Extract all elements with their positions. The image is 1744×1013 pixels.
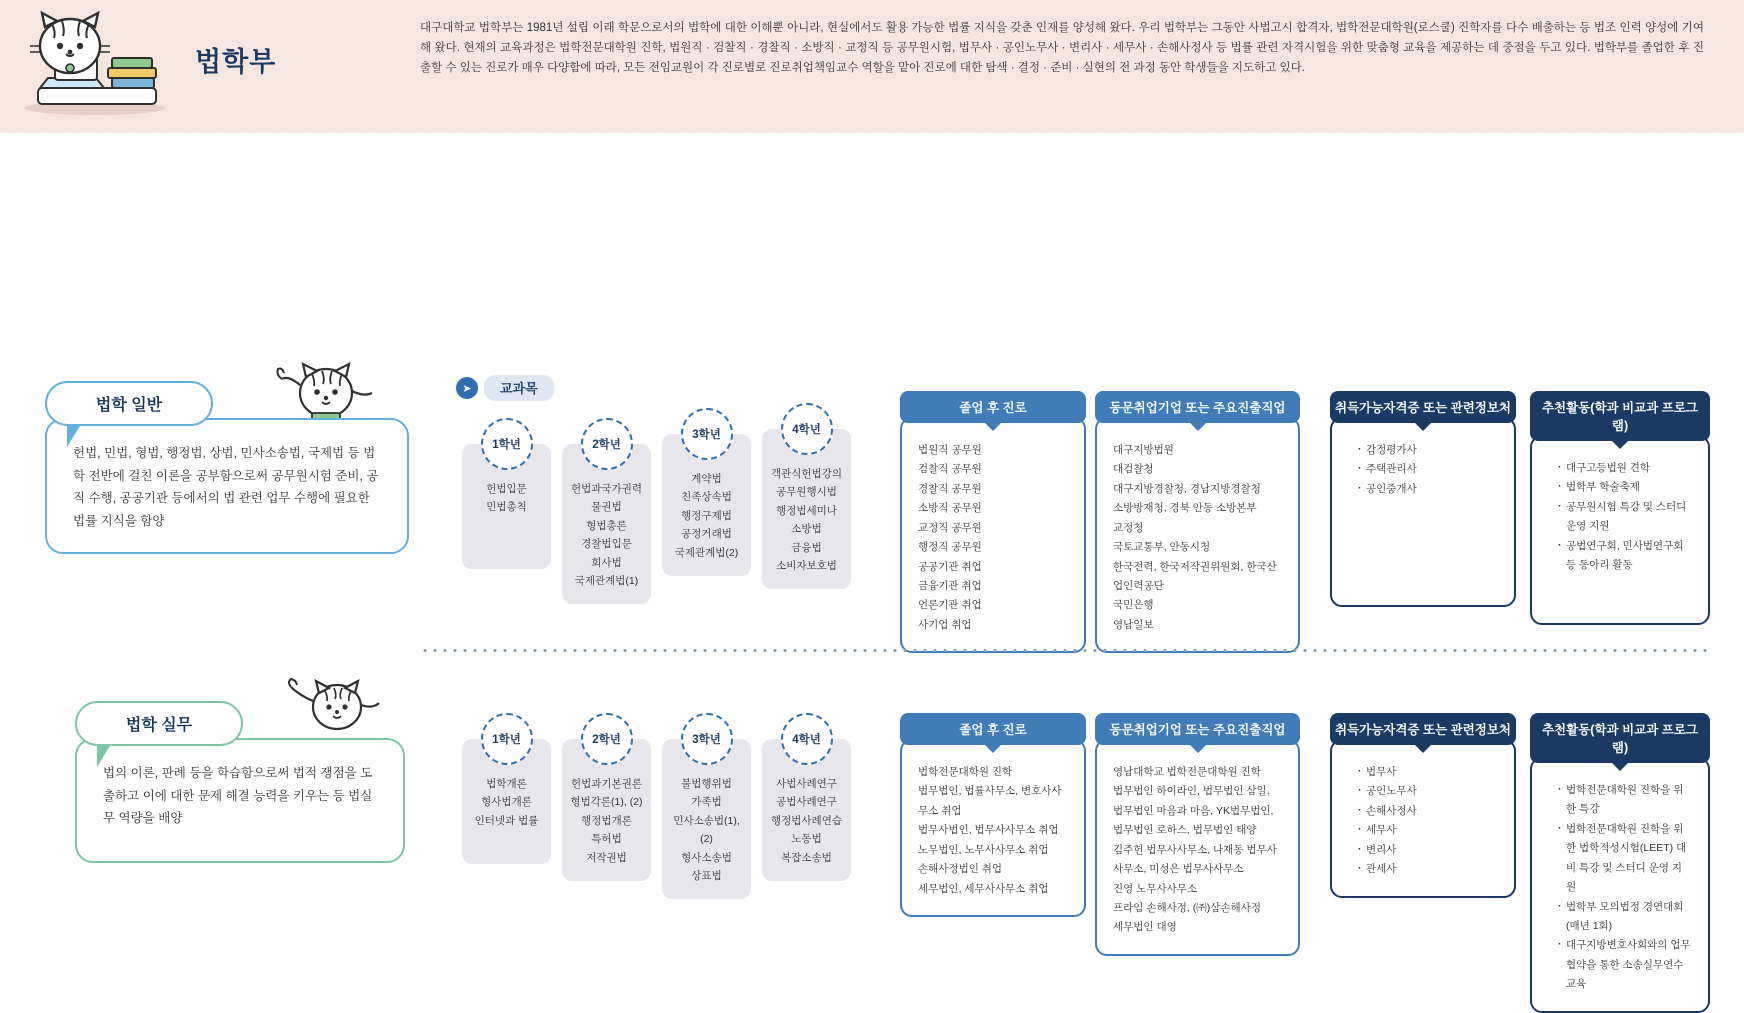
list-item: 교정직 공무원 xyxy=(918,521,982,534)
panel-content xyxy=(900,739,1086,917)
list-item: 교정청 xyxy=(1113,521,1144,534)
list-item: 사기업 취업 xyxy=(918,618,972,631)
panel-content xyxy=(1530,757,1710,1013)
panel-title: 추천활동(학과 비교과 프로그램) xyxy=(1530,391,1710,441)
panel-content xyxy=(1530,435,1710,625)
course-item: 헌법과국가권력 xyxy=(570,483,642,495)
tiger-mascot-pointing-icon xyxy=(285,661,385,736)
course-item: 국제관계법(1) xyxy=(574,574,639,587)
page-header xyxy=(0,0,1744,133)
list-item: 소방직 공무원 xyxy=(918,502,982,515)
course-item: 상표법 xyxy=(691,869,722,882)
list-item: · 법무사 xyxy=(1358,763,1498,782)
list-item: · 법학부 모의법정 경연대회(매년 1회) xyxy=(1558,898,1692,937)
list-item: 손해사정법인 취업 xyxy=(918,863,1003,876)
course-item: 불법행위법 xyxy=(681,778,732,790)
list-item: · 법학부 학술축제 xyxy=(1558,478,1692,497)
track-practice-title: 법학 실무 xyxy=(75,701,243,746)
subjects-label-pill xyxy=(456,375,554,401)
list-item: 금융기관 취업 xyxy=(918,579,982,592)
year-badge: 1학년 xyxy=(481,713,533,765)
course-item: 법학개론 xyxy=(486,778,527,790)
list-item: 언론기관 취업 xyxy=(918,599,982,612)
list-item: 진영 노무사사무소 xyxy=(1113,882,1198,895)
list-item: 행정직 공무원 xyxy=(918,541,982,554)
mascot-illustration-practice xyxy=(285,661,385,741)
list-item: 대구지방경찰청, 경남지방경찰청 xyxy=(1113,482,1261,495)
panel-title: 졸업 후 진로 xyxy=(900,713,1086,745)
list-item: · 공인중개사 xyxy=(1358,480,1498,499)
department-description: 대구대학교 법학부는 1981년 설립 이래 학문으로서의 법학에 대한 이해뿐 아니라, 현실에서도 활용 가능한 법률 지식을 갖춘 인재를 양성해 왔다. 우리 법학부는 그동안 사법고시 합격자, 법학전문대학원(로스쿨) 진학자를 다수 배출하는 등 법조 인력 양성에 기여해 왔다. 현재의 교육과정은 법학전문대학원 진학, 법원직 · 검찰직 · 경찰직 · 소방직 · 교정직 등 공무원시험, 법무사 · 공인노무사 · 변리사 · 세무사 · 손해사정사 등 법률 관련 자격시험을 위한 맞춤형 교육을 제공하는 데 중점을 두고 있다. 법학부를 졸업한 후 진출할 수 있는 진로가 매우 다양함에 따라, 모든 전임교원이 각 진로별로 진로취업책임교수 역할을 맡아 진로에 대한 탐색 · 결정 · 준비 · 실현의 전 과정 동안 학생들을 지도하고 있다. xyxy=(420,22,1704,75)
panel-employers-practice xyxy=(1095,713,1300,956)
panel-certifications-general xyxy=(1330,391,1516,607)
year-column-1-general xyxy=(462,418,551,569)
list-item: 소방방재청, 경북 안동 소방본부 xyxy=(1113,502,1257,515)
course-item: 민사소송법(1), (2) xyxy=(673,814,740,846)
panel-employers-general xyxy=(1095,391,1300,653)
list-item: · 법학전문대학원 진학을 위한 특강 xyxy=(1558,781,1692,820)
panel-certifications-practice xyxy=(1330,713,1516,898)
course-item: 형사법개론 xyxy=(481,796,532,809)
course-item: 국제관계법(2) xyxy=(674,546,739,559)
course-item: 친족상속법 xyxy=(681,491,732,504)
list-item: · 손해사정사 xyxy=(1358,802,1498,821)
panel-title: 동문취업기업 또는 주요진출직업 xyxy=(1095,713,1300,745)
year-column-4-general xyxy=(762,403,851,589)
year-column-1-practice xyxy=(462,713,551,864)
course-item: 형사소송법 xyxy=(681,851,732,864)
list-item: 국민은행 xyxy=(1113,599,1154,612)
list-item: 한국전력, 한국저작권위원회, 한국산업인력공단 xyxy=(1113,560,1277,592)
year-badge: 4학년 xyxy=(781,403,833,455)
list-item: · 변리사 xyxy=(1358,841,1498,860)
list-item: 법학전문대학원 진학 xyxy=(918,766,1013,778)
course-item: 행정법사례연습 xyxy=(770,814,842,827)
panel-title: 취득가능자격증 또는 관련정보처 xyxy=(1330,391,1516,423)
list-item: 영남대학교 법학전문대학원 진학 xyxy=(1113,766,1261,778)
year-column-2-general xyxy=(562,418,651,604)
list-item: 법무사법인, 법무사사무소 취업 xyxy=(918,824,1059,837)
course-item: 객관식헌법강의 xyxy=(770,468,842,480)
section-divider xyxy=(420,649,1710,652)
list-item: · 감정평가사 xyxy=(1358,441,1498,460)
page-title: 법학부 xyxy=(195,47,277,77)
panel-content xyxy=(1095,739,1300,956)
course-item: 헌법입문 xyxy=(486,483,527,495)
course-item: 행정구제법 xyxy=(681,509,732,522)
list-item: 대검찰청 xyxy=(1113,463,1154,476)
panel-activities-practice xyxy=(1530,713,1710,1013)
course-item: 계약법 xyxy=(691,473,722,485)
course-item: 저작권법 xyxy=(586,851,627,864)
content-canvas xyxy=(0,133,1744,991)
panel-content xyxy=(1330,739,1516,898)
course-item: 행정법개론 xyxy=(581,814,632,827)
list-item: · 세무사 xyxy=(1358,821,1498,840)
panel-content xyxy=(900,417,1086,653)
track-general-title: 법학 일반 xyxy=(45,381,213,426)
list-item: 공공기관 취업 xyxy=(918,560,982,573)
list-item: 영남일보 xyxy=(1113,618,1154,631)
panel-activities-general xyxy=(1530,391,1710,625)
tiger-mascot-reading-icon xyxy=(0,0,195,133)
list-item: 김주헌 법무사사무소, 나재동 법무사사무소, 미성은 법무사사무소 xyxy=(1113,843,1277,876)
list-item: · 관세사 xyxy=(1358,860,1498,879)
list-item: · 공무원시험 특강 및 스터디 운영 지원 xyxy=(1558,498,1692,537)
year-badge: 3학년 xyxy=(681,713,733,765)
list-item: 검찰직 공무원 xyxy=(918,463,982,476)
course-item: 행정법세미나 xyxy=(776,504,837,517)
panel-career-practice xyxy=(900,713,1086,917)
mascot-illustration-general xyxy=(270,333,380,428)
list-item: 법무법인, 법률사무소, 변호사사무소 취업 xyxy=(918,785,1062,817)
course-item: 회사법 xyxy=(591,556,622,569)
year-column-4-practice xyxy=(762,713,851,881)
list-item: 법원직 공무원 xyxy=(918,444,982,456)
list-item: · 대구지방변호사회와의 업무협약을 통한 소송실무연수교육 xyxy=(1558,936,1692,994)
year-badge: 4학년 xyxy=(781,713,833,765)
panel-title: 추천활동(학과 비교과 프로그램) xyxy=(1530,713,1710,763)
list-item: 세무법인, 세무사사무소 취업 xyxy=(918,882,1049,895)
list-item: 대구지방법원 xyxy=(1113,444,1174,456)
list-item: · 법학전문대학원 진학을 위한 법학적성시험(LEET) 대비 특강 및 스터디 운영 지원 xyxy=(1558,820,1692,898)
course-item: 공무원행시법 xyxy=(776,486,837,499)
course-item: 사법사례연구 xyxy=(776,778,837,790)
course-item: 노동법 xyxy=(791,833,822,846)
mascot-illustration-header xyxy=(0,0,195,133)
course-item: 헌법과기본권론 xyxy=(570,778,642,790)
list-item: 법무법인 하이라인, 법무법인 삼일, 법무법인 마음과 마음, YK법무법인, 법무법인 로하스, 법무법인 태양 xyxy=(1113,785,1274,837)
course-item: 특허법 xyxy=(591,833,622,846)
course-item: 민법총칙 xyxy=(486,501,527,514)
panel-content xyxy=(1330,417,1516,607)
track-practice-summary: 법의 이론, 판례 등을 학습함으로써 법적 쟁점을 도출하고 이에 대한 문제 해결 능력을 키우는 등 법실무 역량을 배양 xyxy=(75,738,405,863)
panel-title: 취득가능자격증 또는 관련정보처 xyxy=(1330,713,1516,745)
course-item: 공법사례연구 xyxy=(776,796,837,809)
list-item: 프라임 손해사정, (㈜)삼손해사정 xyxy=(1113,901,1261,914)
year-badge: 2학년 xyxy=(581,713,633,765)
course-item: 소비자보호법 xyxy=(776,559,837,572)
year-badge: 2학년 xyxy=(581,418,633,470)
year-badge: 3학년 xyxy=(681,408,733,460)
course-item: 인터넷과 법률 xyxy=(474,814,539,827)
year-column-3-general xyxy=(662,408,751,576)
list-item: · 주택관리사 xyxy=(1358,460,1498,479)
panel-content xyxy=(1095,417,1300,653)
list-item: 국토교통부, 안동시청 xyxy=(1113,541,1211,554)
list-item: 노무법인, 노무사사무소 취업 xyxy=(918,843,1049,856)
list-item: · 공인노무사 xyxy=(1358,782,1498,801)
course-item: 복잡소송법 xyxy=(781,851,832,864)
panel-title: 졸업 후 진로 xyxy=(900,391,1086,423)
course-item: 형법총론 xyxy=(586,519,627,532)
course-item: 금융법 xyxy=(791,541,822,554)
panel-career-general xyxy=(900,391,1086,653)
list-item: 경찰직 공무원 xyxy=(918,482,982,495)
subjects-label-text: 교과목 xyxy=(484,375,554,401)
course-item: 소방법 xyxy=(791,523,822,536)
panel-title: 동문취업기업 또는 주요진출직업 xyxy=(1095,391,1300,423)
course-item: 물권법 xyxy=(591,501,622,514)
year-column-3-practice xyxy=(662,713,751,899)
course-item: 형법각론(1), (2) xyxy=(570,796,643,809)
course-item: 공정거래법 xyxy=(681,528,732,541)
list-item: 세무법인 대영 xyxy=(1113,921,1177,934)
track-general-summary: 헌법, 민법, 형법, 행정법, 상법, 민사소송법, 국제법 등 법학 전반에 걸친 이론을 공부함으로써 공무원시험 준비, 공직 수행, 공공기관 등에서의 법 관련 업무 수행에 필요한 법률 지식을 함양 xyxy=(45,418,409,554)
course-item: 경찰법입문 xyxy=(581,538,632,551)
list-item: · 공법연구회, 민사법연구회 등 동아리 활동 xyxy=(1558,537,1692,576)
tiger-mascot-waving-icon xyxy=(270,333,380,423)
arrow-right-icon: ➤ xyxy=(456,377,478,399)
course-item: 가족법 xyxy=(691,796,722,809)
list-item: · 대구고등법원 견학 xyxy=(1558,459,1692,478)
year-column-2-practice xyxy=(562,713,651,881)
year-badge: 1학년 xyxy=(481,418,533,470)
